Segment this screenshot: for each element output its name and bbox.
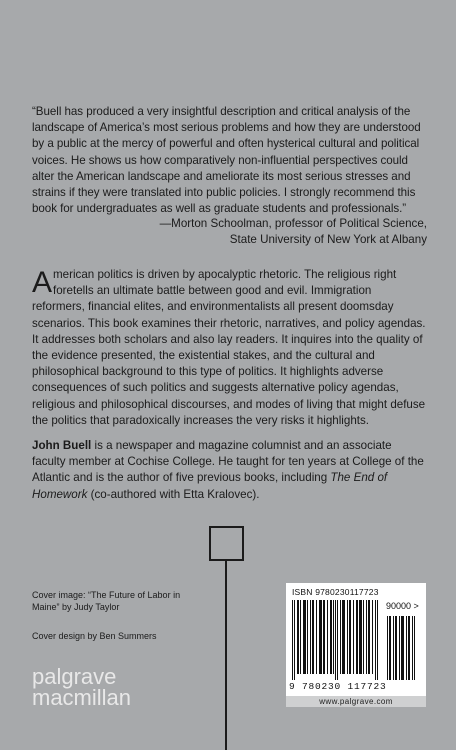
barcode-panel (286, 583, 426, 707)
attribution-line-1: —Morton Schoolman, professor of Political Science, (159, 217, 427, 230)
author-name: John Buell (32, 439, 92, 452)
drop-cap: A (32, 266, 53, 299)
book-title: The End of Homework (32, 471, 388, 501)
description-text: merican politics is driven by apocalyptic rhetoric. The religious right foretells an ultimate battle between good and evil. Immigration reformers, financial elites, and environmentalists all present doomsday scenarios. This book examines their rhetoric, narratives, and policy agendas. It addresses both scholars and also lay readers. It inquires into the quality of the evidence presented, the existential stakes, and the cultural and philosophical background to this type of politics. It highlights adverse consequences of such politics and suggests alternative policy agendas, religious and philosophical discourses, and modes of living that might defuse the politics that paradoxically increases the very risks it highlights. (32, 268, 426, 427)
author-bio (32, 438, 427, 503)
quote-text: “Buell has produced a very insightful description and critical analysis of the landscape of America’s most serious problems and how they are understood by a public at the mercy of powerful and often hysterical cultural and political voices. He shows us how comparatively non-influential perspectives could alter the American landscape and ameliorate its most serious stresses and strains if they were translated into public policies. I strongly recommend this book for undergraduates as well as graduate students and professionals.” (32, 105, 421, 216)
addon-barcode-bars (387, 616, 415, 680)
barcode-digits: 9 780230 117723 (289, 681, 387, 692)
attribution-line-2: State University of New York at Albany (229, 233, 427, 247)
bio-text-2: (co-authored with Etta Kralovec). (87, 487, 260, 501)
logo-line-1: palgrave (32, 664, 117, 689)
isbn-label: ISBN 9780230117723 (292, 587, 379, 597)
publisher-url: www.palgrave.com (286, 696, 426, 707)
cover-image-credit: Cover image: “The Future of Labor in Maine” by Judy Taylor (32, 590, 181, 612)
barcode-addon-number: 90000 > (386, 601, 419, 611)
quote-attribution (32, 216, 427, 248)
endorsement-quote (32, 104, 427, 217)
logo-line-2: macmillan (32, 685, 132, 710)
book-description (32, 267, 427, 429)
barcode-bars (292, 600, 380, 680)
publisher-logo (32, 666, 131, 708)
bio-text-1: is a newspaper and magazine columnist and an associate faculty member at Cochise College. He taught for ten years at College of the Atlantic and is the author of five previous books, including (32, 439, 424, 485)
decorative-line (225, 560, 227, 750)
cover-design-credit: Cover design by Ben Summers (32, 631, 157, 641)
decorative-square (209, 526, 244, 561)
